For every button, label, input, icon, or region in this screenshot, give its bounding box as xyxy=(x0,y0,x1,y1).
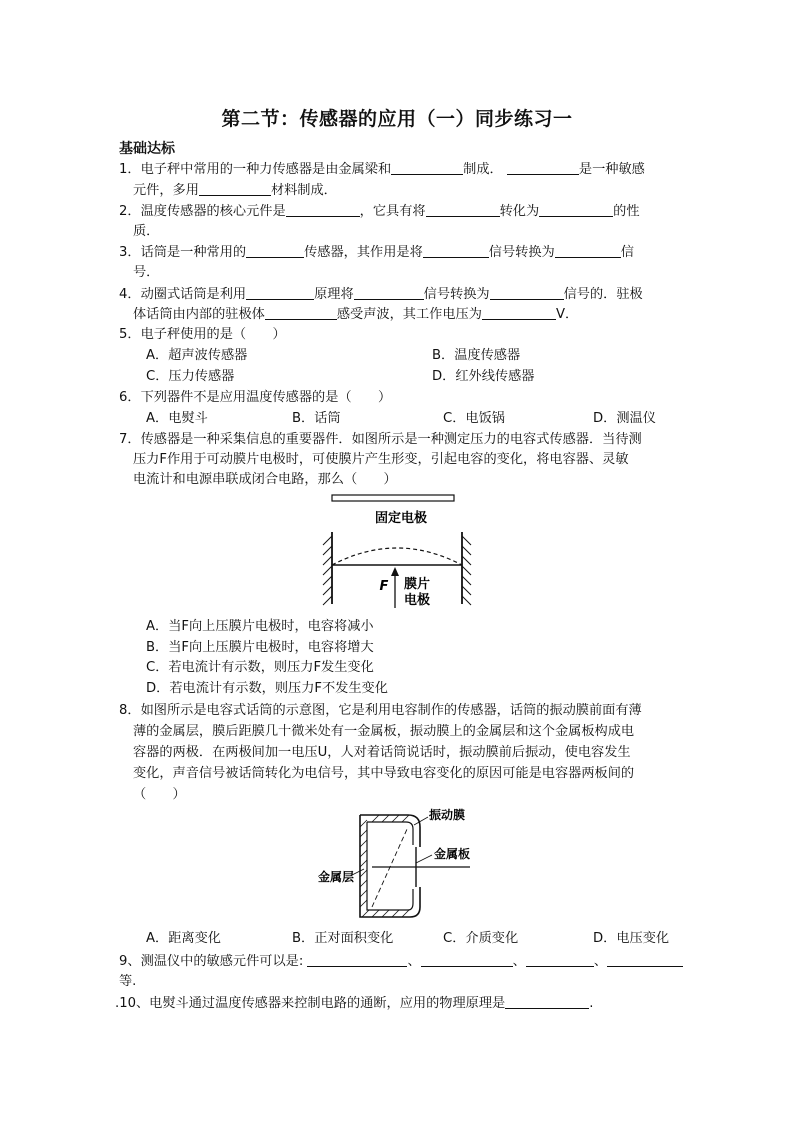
page-title: 第二节：传感器的应用（一）同步练习一 xyxy=(221,108,573,130)
deformed-membrane-dashed xyxy=(332,548,462,565)
q7-option-d[interactable]: D．若电流计有示数，则压力F不发生变化 xyxy=(146,681,388,696)
mic-housing-inner-top xyxy=(367,822,413,845)
answer-blank[interactable] xyxy=(505,994,589,1009)
metal-layer-label: 金属层 xyxy=(318,870,355,884)
mic-housing-top xyxy=(360,815,420,847)
question-8-line-1: 8．如图所示是电容式话筒的示意图，它是利用电容制作的传感器，话筒的振动膜前面有薄 xyxy=(119,703,642,718)
answer-blank[interactable] xyxy=(426,202,500,217)
q8-option-b[interactable]: B．正对面积变化 xyxy=(292,931,394,946)
answer-blank[interactable] xyxy=(482,305,556,320)
question-4-line-2: 体话筒由内部的驻极体 感受声波，其工作电压为 V． xyxy=(133,307,579,322)
question-3-line-1: 3．话筒是一种常用的 传感器，其作用是将 信号转换为 信 xyxy=(119,245,634,260)
answer-blank[interactable] xyxy=(539,202,613,217)
section-heading: 基础达标 xyxy=(119,141,175,157)
answer-blank[interactable] xyxy=(555,243,621,258)
answer-blank[interactable] xyxy=(391,160,463,175)
answer-blank[interactable] xyxy=(307,952,407,967)
q6-option-b[interactable]: B．话筒 xyxy=(292,411,341,426)
answer-blank[interactable] xyxy=(246,243,304,258)
q6-option-d[interactable]: D．测温仪 xyxy=(593,411,656,426)
question-1-line-2: 元件，多用 材料制成． xyxy=(133,183,337,198)
membrane-label-line2: 电极 xyxy=(403,593,431,608)
answer-blank[interactable] xyxy=(607,952,683,967)
capacitor-microphone-figure xyxy=(310,803,506,927)
left-wall-hatch xyxy=(323,536,332,605)
answer-blank[interactable] xyxy=(199,181,271,196)
question-8-line-5: （ ） xyxy=(133,787,186,802)
right-wall-hatch xyxy=(462,536,471,605)
q7-option-c[interactable]: C．若电流计有示数，则压力F发生变化 xyxy=(146,660,374,675)
question-3-line-2: 号． xyxy=(133,265,160,280)
q7-option-a[interactable]: A．当F向上压膜片电极时，电容将减小 xyxy=(146,619,374,634)
diaphragm-label: 振动膜 xyxy=(429,808,466,822)
answer-blank[interactable] xyxy=(246,285,314,300)
answer-blank[interactable] xyxy=(423,243,489,258)
metal-plate-label: 金属板 xyxy=(434,847,471,861)
force-arrow-head xyxy=(391,567,399,576)
q7-option-b[interactable]: B．当F向上压膜片电极时，电容将增大 xyxy=(146,640,374,655)
force-label: F xyxy=(379,579,389,594)
question-1-line-1: 1．电子秤中常用的一种力传感器是由金属梁和 制成． 是一种敏感 xyxy=(119,162,645,177)
membrane-label-line1: 膜片 xyxy=(403,577,431,592)
answer-blank[interactable] xyxy=(490,285,564,300)
plate-leader xyxy=(416,855,432,863)
q5-option-b[interactable]: B．温度传感器 xyxy=(432,348,521,363)
answer-blank[interactable] xyxy=(421,952,513,967)
question-6-stem: 6．下列器件不是应用温度传感器的是（ ） xyxy=(119,390,392,405)
question-4-line-1: 4．动圈式话筒是利用 原理将 信号转换为 信号的．驻极 xyxy=(119,287,643,302)
answer-blank[interactable] xyxy=(265,305,337,320)
question-7-line-3: 电流计和电源串联成闭合电路，那么（ ） xyxy=(133,472,397,487)
question-2-line-1: 2．温度传感器的核心元件是 ，它具有将 转化为 的性 xyxy=(119,204,640,219)
question-10-line: .10、电熨斗通过温度传感器来控制电路的通断，应用的物理原理是 . xyxy=(115,996,594,1011)
q8-option-a[interactable]: A．距离变化 xyxy=(146,931,221,946)
answer-blank[interactable] xyxy=(526,952,594,967)
question-9-line-1: 9、测温仪中的敏感元件可以是: 、 、 、 xyxy=(119,952,683,972)
answer-blank[interactable] xyxy=(286,202,360,217)
q5-option-c[interactable]: C．压力传感器 xyxy=(146,369,235,384)
q6-option-a[interactable]: A．电熨斗 xyxy=(146,411,208,426)
question-7-line-2: 压力F作用于可动膜片电极时，可使膜片产生形变，引起电容的变化，将电容器、灵敏 xyxy=(133,452,629,467)
q8-option-d[interactable]: D．电压变化 xyxy=(593,931,670,946)
q5-option-d[interactable]: D．红外线传感器 xyxy=(432,369,535,384)
fixed-electrode-plate xyxy=(332,495,454,501)
question-7-line-1: 7．传感器是一种采集信息的重要器件．如图所示是一种测定压力的电容式传感器．当待测 xyxy=(119,432,642,447)
q8-option-c[interactable]: C．介质变化 xyxy=(443,931,519,946)
answer-blank[interactable] xyxy=(507,160,579,175)
question-8-line-4: 变化，声音信号被话筒转化为电信号，其中导致电容变化的原因可能是电容器两板间的 xyxy=(133,766,635,781)
fixed-electrode-label: 固定电极 xyxy=(374,511,428,526)
capacitive-pressure-sensor-figure xyxy=(316,490,480,612)
question-2-line-2: 质． xyxy=(133,224,160,239)
question-9-line-2: 等. xyxy=(119,974,137,989)
question-8-line-3: 容器的两极．在两极间加一电压U，人对着话筒说话时，振动膜前后振动，使电容发生 xyxy=(133,745,631,760)
answer-blank[interactable] xyxy=(354,285,424,300)
question-8-line-2: 薄的金属层，膜后距膜几十微米处有一金属板，振动膜上的金属层和这个金属板构成电 xyxy=(133,724,635,739)
question-5-stem: 5．电子秤使用的是（ ） xyxy=(119,327,286,342)
q6-option-c[interactable]: C．电饭锅 xyxy=(443,411,505,426)
q5-option-a[interactable]: A．超声波传感器 xyxy=(146,348,248,363)
